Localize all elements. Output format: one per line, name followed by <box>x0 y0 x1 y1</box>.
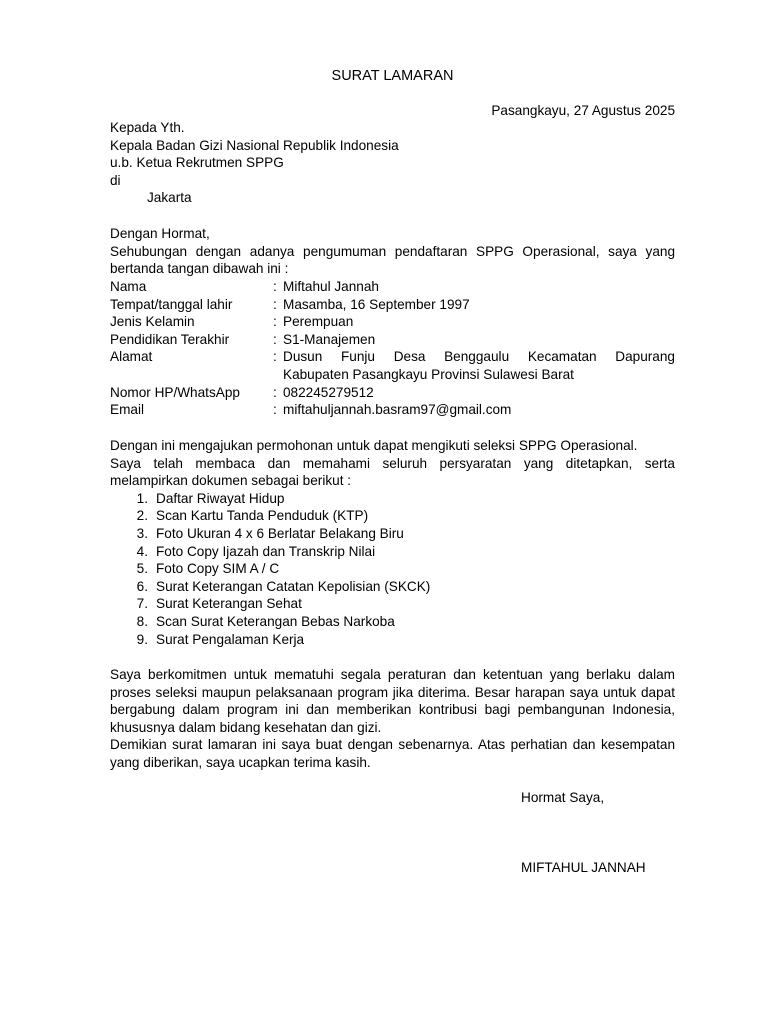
documents-list <box>110 490 675 648</box>
letter-date: Pasangkayu, 27 Agustus 2025 <box>491 103 675 118</box>
field-label: Email <box>110 402 144 418</box>
greeting: Dengan Hormat, <box>110 226 210 241</box>
recipient-line-2: Kepala Badan Gizi Nasional Republik Indonesia <box>110 137 399 153</box>
list-item: 5. Foto Copy SIM A / C <box>136 561 280 577</box>
field-value: miftahuljannah.basram97@gmail.com <box>283 402 512 418</box>
field-label: Tempat/tanggal lahir <box>110 296 233 312</box>
list-item: 6. Surat Keterangan Catatan Kepolisian (SKCK) <box>136 578 431 594</box>
field-email: Email : miftahuljannah.basram97@gmail.com <box>110 401 675 419</box>
recipient-city: Jakarta <box>147 190 192 206</box>
field-gender: Jenis Kelamin : Perempuan <box>110 313 675 331</box>
field-name: Nama : Miftahul Jannah <box>110 278 675 296</box>
field-label: Nomor HP/WhatsApp <box>110 384 240 400</box>
field-label: Jenis Kelamin <box>110 314 195 330</box>
field-phone: Nomor HP/WhatsApp : 082245279512 <box>110 384 675 402</box>
recipient-block <box>110 119 675 207</box>
commitment-paragraph: Saya berkomitmen untuk mematuhi segala peraturan dan ketentuan yang berlaku dalam proses seleksi maupun pelaksanaan program jika diterima. Besar harapan saya untuk dapat bergabung dalam program ini dan memberikan kontribusi bagi pembangunan Indonesia, khususnya dalam bidang kesehatan dan gizi. <box>110 667 675 735</box>
field-label: Alamat <box>110 349 153 365</box>
field-label: Pendidikan Terakhir <box>110 331 230 347</box>
closing-block <box>110 666 675 772</box>
field-birth: Tempat/tanggal lahir : Masamba, 16 September 1997 <box>110 296 675 314</box>
field-value: Miftahul Jannah <box>283 279 379 294</box>
request-paragraph: Dengan ini mengajukan permohonan untuk dapat mengikuti seleksi SPPG Operasional. <box>110 438 638 453</box>
field-value: Perempuan <box>283 314 354 330</box>
list-item: 7. Surat Keterangan Sehat <box>136 596 302 612</box>
documents-intro: Saya telah membaca dan memahami seluruh persyaratan yang ditetapkan, serta melampirkan dokumen sebagai berikut : <box>110 455 675 489</box>
recipient-line-3: u.b. Ketua Rekrutmen SPPG <box>110 155 284 171</box>
list-item: 8. Scan Surat Keterangan Bebas Narkoba <box>136 613 395 629</box>
field-value: S1-Manajemen <box>283 331 376 347</box>
closing-paragraph: Demikian surat lamaran ini saya buat dengan sebenarnya. Atas perhatian dan kesempatan yang diberikan, saya ucapkan terima kasih. <box>110 737 675 770</box>
field-address: Alamat : Dusun Funju Desa Benggaulu Kecamatan Dapurang Kabupaten Pasangkayu Provinsi Sulawesi Barat <box>110 349 675 382</box>
list-item: 9. Surat Pengalaman Kerja <box>136 631 305 647</box>
request-block <box>110 437 675 648</box>
letter-title: SURAT LAMARAN <box>331 68 454 84</box>
recipient-line-1: Kepada Yth. <box>110 120 185 135</box>
list-item: 2. Scan Kartu Tanda Penduduk (KTP) <box>136 508 369 524</box>
list-item: 1. Daftar Riwayat Hidup <box>136 490 285 506</box>
list-item: 3. Foto Ukuran 4 x 6 Berlatar Belakang Biru <box>136 525 404 541</box>
applicant-details <box>110 278 675 419</box>
signature-name: MIFTAHUL JANNAH <box>521 860 646 875</box>
signoff: Hormat Saya, <box>521 790 605 805</box>
field-value: Masamba, 16 September 1997 <box>283 296 470 312</box>
field-label: Nama <box>110 279 147 294</box>
intro-paragraph: Sehubungan dengan adanya pengumuman pendaftaran SPPG Operasional, saya yang bertanda tangan dibawah ini : <box>110 243 675 277</box>
list-item: 4. Foto Copy Ijazah dan Transkrip Nilai <box>136 543 376 559</box>
recipient-line-4: di <box>110 172 121 188</box>
field-education: Pendidikan Terakhir : S1-Manajemen <box>110 331 675 349</box>
address-line-2: Kabupaten Pasangkayu Provinsi Sulawesi Barat <box>283 366 574 382</box>
address-line-1: Dusun Funju Desa Benggaulu Kecamatan Dapurang <box>283 349 675 365</box>
opening-block <box>110 225 675 278</box>
field-value: 082245279512 <box>283 384 374 400</box>
